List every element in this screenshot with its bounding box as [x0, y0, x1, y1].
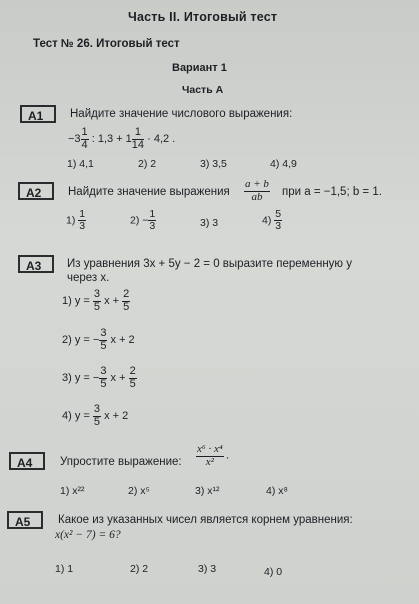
fraction-denominator: ab: [251, 190, 263, 203]
question-a4-expression: $\frac{\text{x⁶ · x⁴}}{\text{x²}}$ .: [197, 443, 230, 468]
answer-option[interactable]: [62, 366, 137, 390]
option-lhs: 1) y =: [62, 294, 90, 307]
option-number: 1): [66, 214, 76, 227]
expr-part: · 4,2 .: [144, 132, 176, 145]
answer-option[interactable]: 3) 3,5: [200, 158, 227, 170]
question-a3-text-cont: через x.: [67, 272, 110, 284]
question-badge-a3: А3: [18, 255, 54, 273]
part-label: Часть А: [182, 84, 224, 96]
fraction-denominator: 5: [100, 377, 107, 390]
answer-option[interactable]: 4) 4,9: [270, 158, 297, 170]
answer-option[interactable]: 2) 2: [130, 563, 149, 575]
option-lhs: 3) y =: [62, 371, 90, 384]
question-a4-text: Упростите выражение:: [60, 456, 182, 468]
answer-option[interactable]: [66, 209, 86, 232]
option-mid: x +: [104, 294, 120, 307]
fraction-denominator: 5: [100, 339, 107, 352]
fraction-denominator: 14: [131, 138, 145, 151]
answer-option[interactable]: 4) 0: [264, 566, 283, 578]
question-a2-text: Найдите значение выражения: [68, 186, 230, 198]
answer-option[interactable]: [62, 328, 135, 352]
question-a5-equation: x(x² − 7) = 6?: [55, 529, 121, 541]
part-title: Часть II. Итоговый тест: [128, 10, 278, 24]
option-lhs: 2) y =: [62, 333, 90, 346]
fraction-denominator: 3: [79, 220, 86, 233]
option-number: 4): [262, 214, 272, 227]
fraction-numerator: 1: [132, 127, 144, 140]
answer-option[interactable]: 3) x¹²: [195, 485, 220, 497]
fraction-numerator: 1: [149, 208, 156, 220]
variant-title: Вариант 1: [172, 62, 227, 74]
fraction-numerator: x⁶ · x⁴: [197, 443, 223, 455]
answer-option[interactable]: [200, 217, 218, 229]
fraction-numerator: 3: [100, 365, 107, 377]
answer-option[interactable]: [62, 289, 130, 313]
option-number: 3): [200, 217, 210, 229]
fraction-numerator: 3: [93, 403, 101, 415]
fraction-numerator: 1: [79, 208, 86, 220]
question-a1-expression: [68, 127, 175, 151]
question-a3-text: Из уравнения 3x + 5y − 2 = 0 выразите переменную y: [67, 258, 352, 270]
fraction-numerator: 3: [100, 327, 107, 339]
answer-option[interactable]: 2) x⁵: [128, 485, 150, 497]
fraction-denominator: 3: [275, 220, 282, 233]
fraction-numerator: 5: [275, 208, 282, 220]
expr-part: −3: [68, 132, 81, 145]
question-a2-fraction: [244, 179, 270, 203]
fraction-numerator: 1: [81, 126, 88, 138]
answer-option[interactable]: [262, 209, 282, 232]
question-badge-a4: А4: [9, 452, 45, 470]
answer-option[interactable]: [130, 209, 156, 232]
fraction-numerator: a + b: [245, 178, 269, 190]
fraction-numerator: 2: [129, 365, 136, 377]
question-badge-a2: А2: [18, 182, 54, 200]
option-mid: x + 2: [110, 333, 135, 346]
option-mid: x + 2: [104, 409, 129, 422]
fraction: [132, 127, 144, 151]
fraction-denominator: 5: [93, 415, 101, 428]
fraction-denominator: 5: [123, 300, 130, 313]
fraction-denominator: x²: [205, 455, 214, 468]
option-sign: −: [92, 333, 100, 346]
answer-option[interactable]: 4) x⁸: [266, 485, 288, 497]
fraction-denominator: 3: [149, 220, 156, 233]
question-a2-condition: при a = −1,5; b = 1.: [282, 186, 382, 198]
answer-option[interactable]: 1) 4,1: [67, 158, 94, 170]
answer-option[interactable]: 1) x²²: [60, 485, 85, 497]
answer-option[interactable]: [62, 404, 128, 428]
option-lhs: 4) y =: [62, 409, 90, 422]
option-mid: x +: [110, 371, 126, 384]
fraction-numerator: 3: [93, 288, 101, 300]
fraction-denominator: 5: [129, 377, 136, 390]
answer-option[interactable]: 3) 3: [198, 563, 217, 575]
question-badge-a1: А1: [20, 105, 56, 123]
fraction-denominator: 5: [93, 300, 101, 313]
fraction: [81, 127, 89, 151]
answer-option[interactable]: 2) 2: [138, 158, 157, 170]
fraction-numerator: 2: [123, 288, 130, 300]
test-title: Тест № 26. Итоговый тест: [33, 38, 180, 50]
expr-part: : 1,3 + 1: [88, 132, 132, 145]
question-a5-text: Какое из указанных чисел является корнем уравнения:: [58, 514, 353, 526]
option-sign: −: [142, 214, 149, 227]
question-a1-text: Найдите значение числового выражения:: [70, 108, 293, 120]
answer-option[interactable]: 1) 1: [55, 563, 74, 575]
question-badge-a5: А5: [7, 511, 43, 529]
option-value: 3: [212, 217, 219, 229]
fraction-denominator: 4: [81, 138, 88, 151]
option-number: 2): [130, 214, 140, 227]
option-sign: −: [92, 371, 100, 384]
